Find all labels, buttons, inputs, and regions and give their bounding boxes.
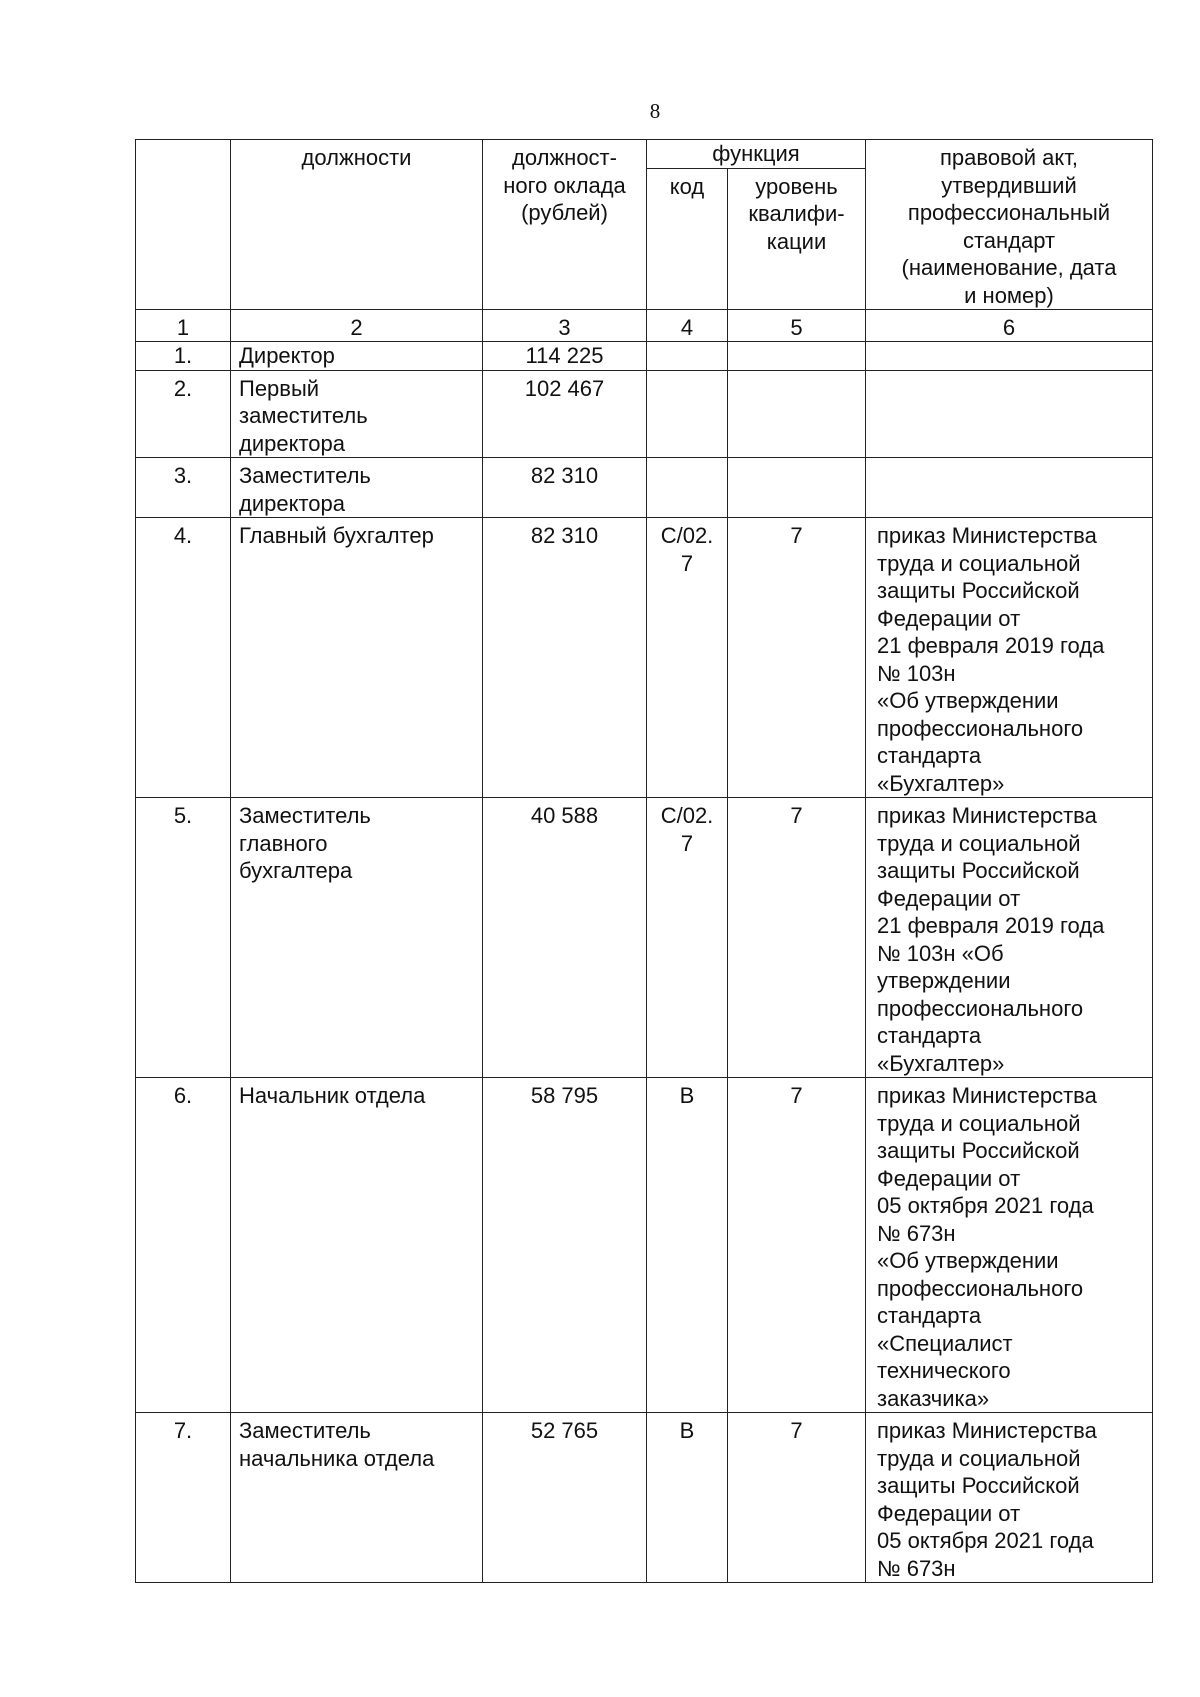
qualification-level: 7: [728, 1078, 866, 1413]
header-code-cell: код: [647, 168, 728, 310]
column-number: 1: [136, 310, 231, 342]
row-number: 2.: [136, 370, 231, 458]
column-number: 3: [483, 310, 647, 342]
header-function-cell: функция: [647, 140, 866, 169]
legal-act: [866, 458, 1153, 518]
legal-act: приказ Министерства труда и социальной защиты Российской Федерации от 21 февраля 2019 года № 103н «Об утверждении профессионального стандарта «Бухгалтер»: [866, 518, 1153, 798]
position-name: Заместитель главного бухгалтера: [231, 798, 483, 1078]
row-number: 7.: [136, 1413, 231, 1583]
header-level-cell: уровень квалифи- кации: [728, 168, 866, 310]
qualification-level: [728, 370, 866, 458]
row-number: 5.: [136, 798, 231, 1078]
salary-value: 52 765: [483, 1413, 647, 1583]
position-name: Заместитель начальника отдела: [231, 1413, 483, 1583]
header-salary-cell: должност- ного оклада (рублей): [483, 140, 647, 310]
salary-value: 82 310: [483, 458, 647, 518]
legal-act: [866, 370, 1153, 458]
qualification-level: 7: [728, 518, 866, 798]
function-code: С/02. 7: [647, 798, 728, 1078]
column-number: 4: [647, 310, 728, 342]
row-number: 1.: [136, 342, 231, 371]
column-numbers-row: [136, 310, 1153, 342]
header-legal-act-cell: правовой акт, утвердивший профессиональный стандарт (наименование, дата и номер): [866, 140, 1153, 310]
function-code: [647, 342, 728, 371]
staff-salary-table: [135, 139, 1153, 1583]
position-name: Первый заместитель директора: [231, 370, 483, 458]
header-row: [136, 140, 1153, 169]
position-name: Главный бухгалтер: [231, 518, 483, 798]
position-name: Заместитель директора: [231, 458, 483, 518]
function-code: В: [647, 1078, 728, 1413]
header-number-cell: [136, 140, 231, 310]
salary-value: 40 588: [483, 798, 647, 1078]
table-row: [136, 370, 1153, 458]
function-code: В: [647, 1413, 728, 1583]
qualification-level: [728, 458, 866, 518]
row-number: 3.: [136, 458, 231, 518]
row-number: 6.: [136, 1078, 231, 1413]
table-row: [136, 458, 1153, 518]
qualification-level: 7: [728, 798, 866, 1078]
row-number: 4.: [136, 518, 231, 798]
salary-value: 114 225: [483, 342, 647, 371]
salary-value: 82 310: [483, 518, 647, 798]
column-number: 6: [866, 310, 1153, 342]
qualification-level: [728, 342, 866, 371]
legal-act: приказ Министерства труда и социальной защиты Российской Федерации от 05 октября 2021 года № 673н «Об утверждении профессионального стандарта «Специалист технического заказчика»: [866, 1078, 1153, 1413]
header-position-cell: должности: [231, 140, 483, 310]
table-row: [136, 518, 1153, 798]
column-number: 5: [728, 310, 866, 342]
table-row: [136, 342, 1153, 371]
function-code: С/02. 7: [647, 518, 728, 798]
legal-act: [866, 342, 1153, 371]
salary-value: 102 467: [483, 370, 647, 458]
position-name: Начальник отдела: [231, 1078, 483, 1413]
salary-value: 58 795: [483, 1078, 647, 1413]
page-number: 8: [649, 99, 661, 123]
table-row: [136, 1413, 1153, 1583]
table-row: [136, 1078, 1153, 1413]
column-number: 2: [231, 310, 483, 342]
qualification-level: 7: [728, 1413, 866, 1583]
legal-act: приказ Министерства труда и социальной защиты Российской Федерации от 05 октября 2021 года № 673н: [866, 1413, 1153, 1583]
table-row: [136, 798, 1153, 1078]
function-code: [647, 458, 728, 518]
legal-act: приказ Министерства труда и социальной защиты Российской Федерации от 21 февраля 2019 года № 103н «Об утверждении профессионального стандарта «Бухгалтер»: [866, 798, 1153, 1078]
function-code: [647, 370, 728, 458]
position-name: Директор: [231, 342, 483, 371]
